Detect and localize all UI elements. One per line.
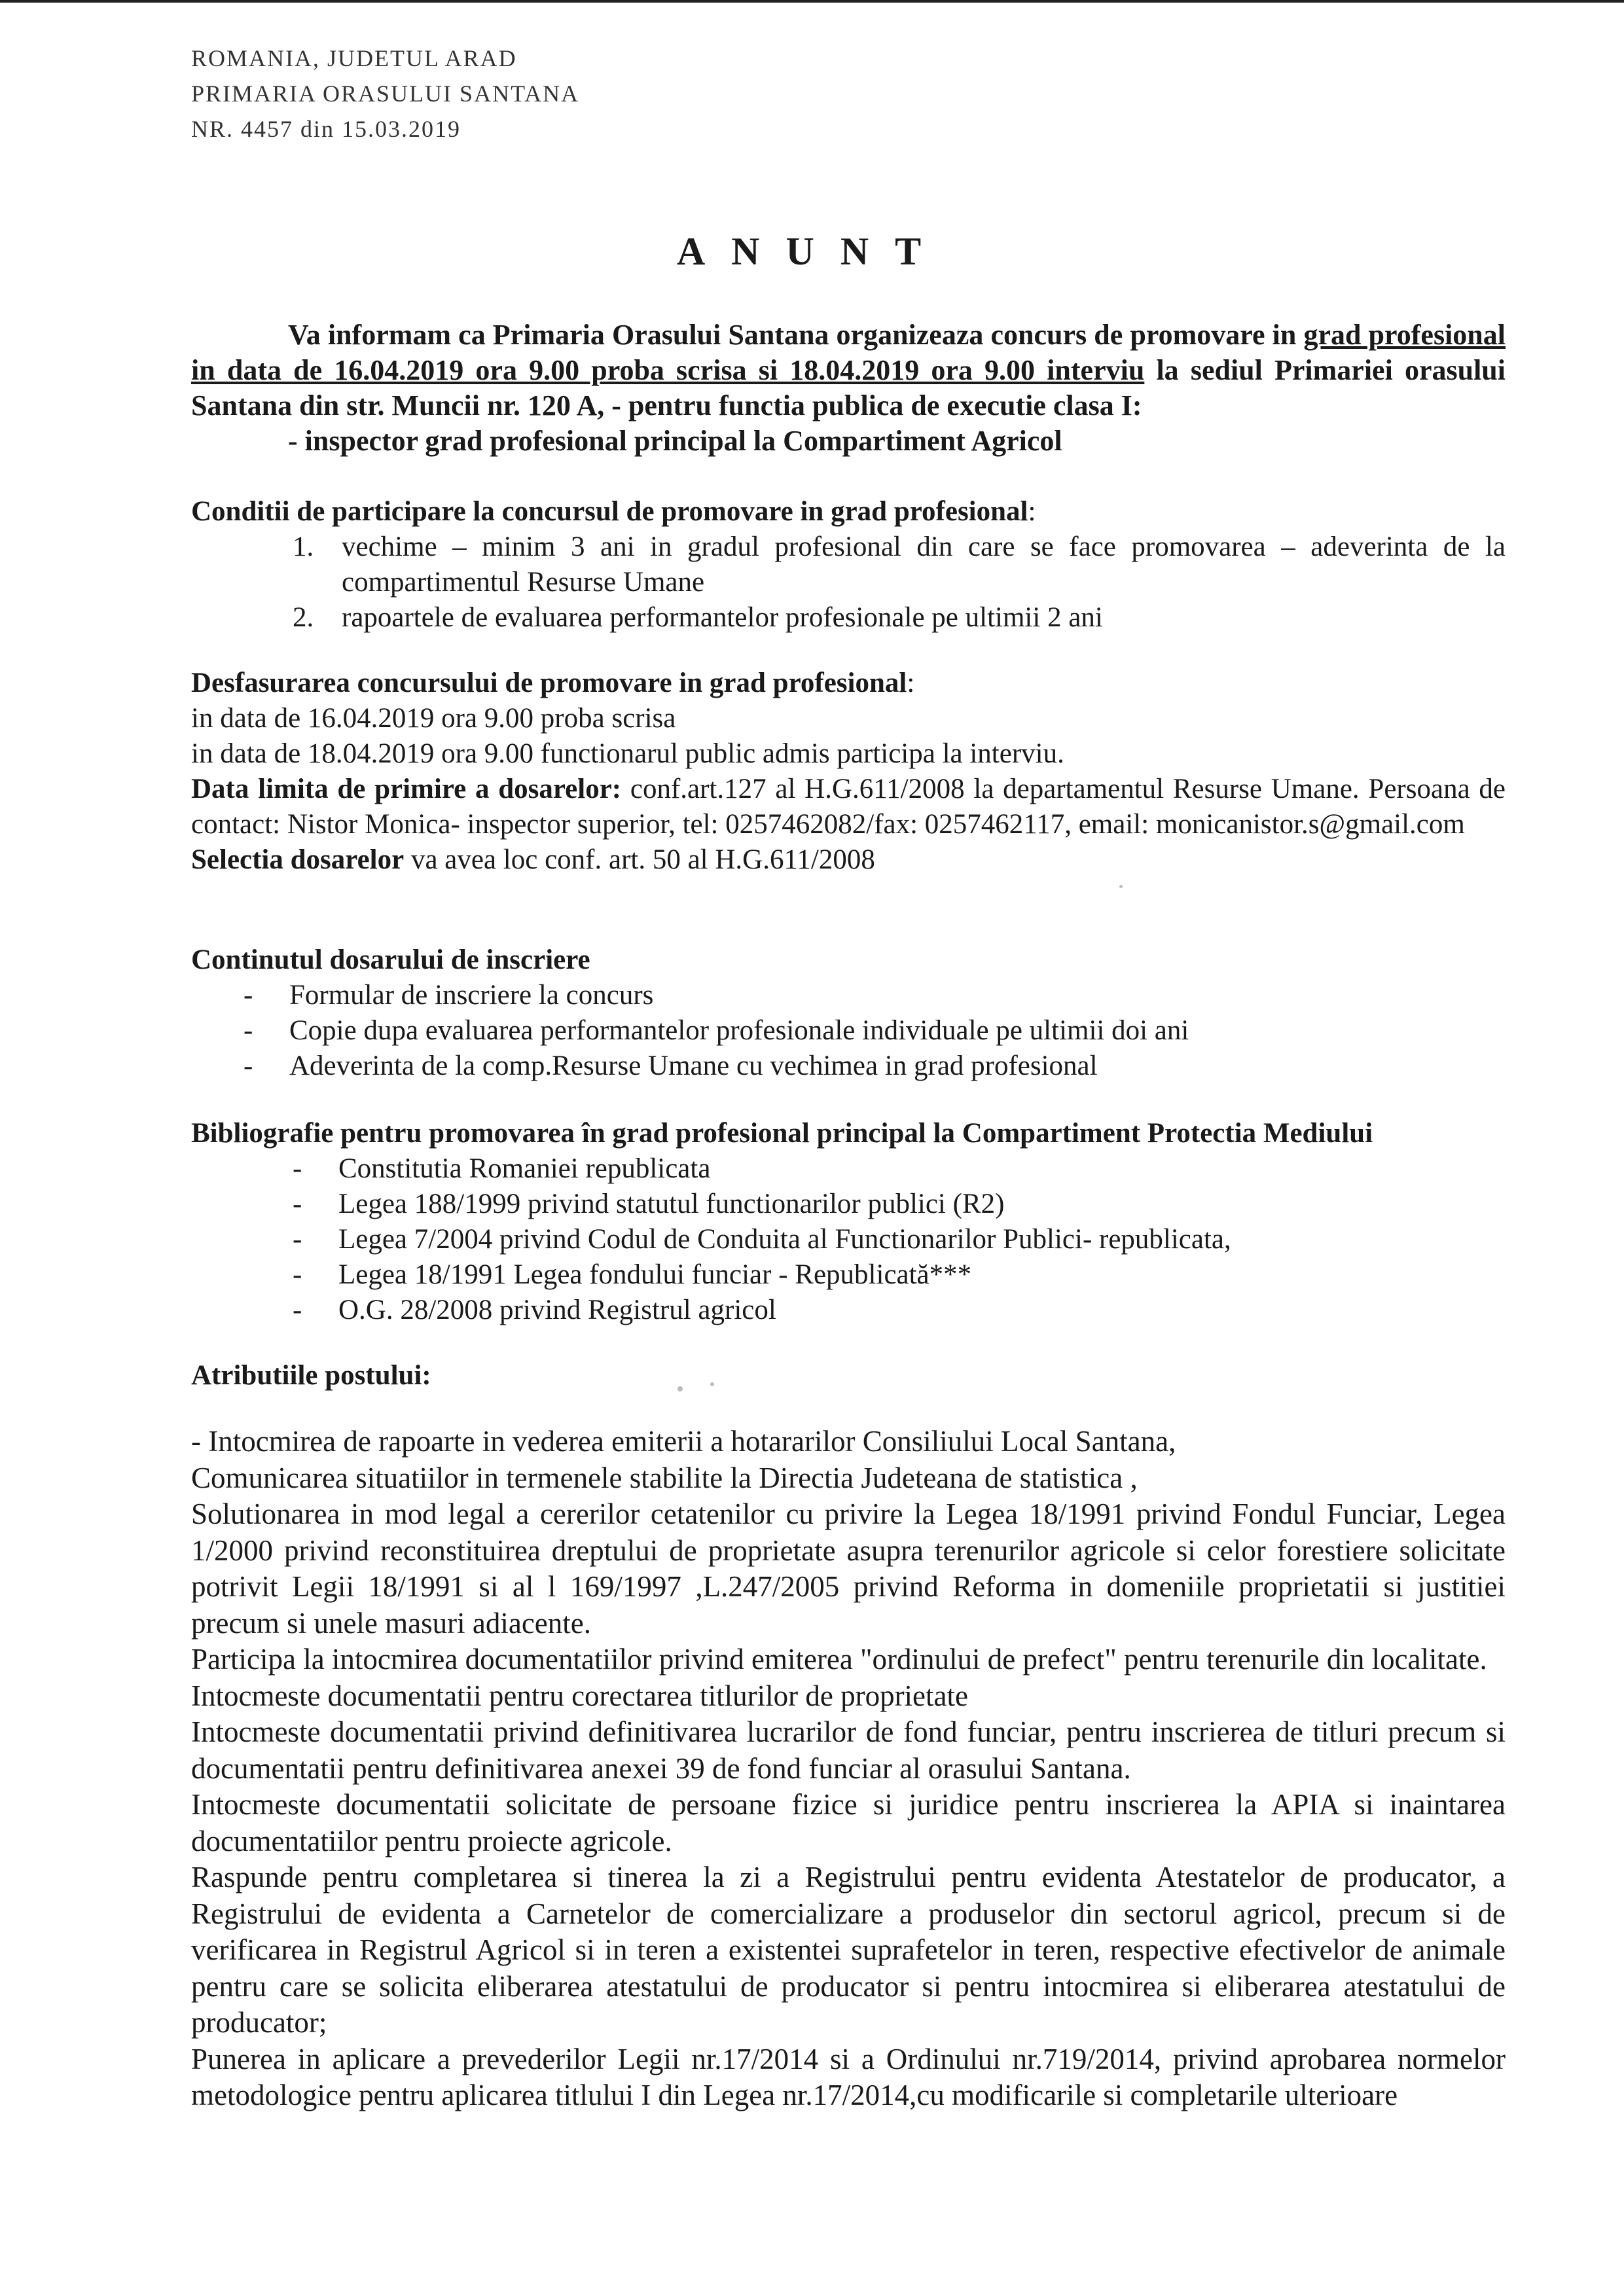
schedule-written-exam: in data de 16.04.2019 ora 9.00 proba scrisa bbox=[191, 703, 676, 734]
list-item: 1. vechime – minim 3 ani in gradul profesional din care se face promovarea – adeverinta de la compartimentul Resurse Umane bbox=[293, 531, 1506, 598]
duty-paragraph: Solutionarea in mod legal a cererilor cetatenilor cu privire la Legea 18/1991 privind Fondul Funciar, Legea 1/2000 privind reconstituirea dreptului de proprietate asupra terenurilor agricole si celor forestiere solicitate potrivit Legii 18/1991 si al l 169/1997 ,L.247/2005 privind Reforma in domeniile proprietatii si justitiei precum si unele masuri adiacente. bbox=[191, 1498, 1506, 1640]
list-item: 2. rapoartele de evaluarea performantelor profesionale pe ultimii 2 ani bbox=[293, 602, 1103, 633]
list-item: - Copie dupa evaluarea performantelor profesionale individuale pe ultimii doi ani bbox=[244, 1015, 1189, 1046]
intro-paragraph bbox=[191, 317, 1506, 459]
page-top-border bbox=[0, 0, 1624, 3]
header-country-county: ROMANIA, JUDETUL ARAD bbox=[191, 45, 517, 71]
header-institution: PRIMARIA ORASULUI SANTANA bbox=[191, 81, 580, 107]
document-title: ANUNT bbox=[676, 230, 948, 273]
duty-paragraph: Intocmeste documentatii solicitate de persoane fizice si juridice pentru inscrierea la APIA si inaintarea documentatiilor pentru proiecte agricole. bbox=[191, 1788, 1506, 1857]
intro-text-start: Va informam ca Primaria Orasului Santana organizeaza concurs de promovare in bbox=[288, 319, 1297, 351]
duty-paragraph: Participa la intocmirea documentatiilor privind emiterea "ordinului de prefect" pentru terenurile din localitate. bbox=[191, 1643, 1487, 1676]
duty-paragraph: - Intocmirea de rapoarte in vederea emiterii a hotararilor Consiliului Local Santana, bbox=[191, 1425, 1176, 1458]
dossier-section bbox=[191, 942, 1506, 1084]
conditions-title: Conditii de participare la concursul de promovare in grad profesional: bbox=[191, 496, 1036, 527]
intro-underlined-dates: grad profesional in data de 16.04.2019 ora 9.00 proba scrisa si 18.04.2019 ora 9.00 interviu bbox=[191, 319, 1506, 386]
scan-speck bbox=[677, 1386, 683, 1391]
duty-paragraph: Intocmeste documentatii pentru corectarea titlurilor de proprietate bbox=[191, 1679, 968, 1712]
duties-section bbox=[191, 1424, 1506, 2114]
list-item: - Legea 7/2004 privind Codul de Conduita al Functionarilor Publici- republicata, bbox=[293, 1224, 1231, 1255]
duty-paragraph: Intocmeste documentatii privind definitivarea lucrarilor de fond funciar, pentru inscrierea de titluri precum si documentatii pentru definitivarea anexei 39 de fond funciar al orasului Santana. bbox=[191, 1715, 1506, 1785]
duty-paragraph: Raspunde pentru completarea si tinerea la zi a Registrului pentru evidenta Atestatelor de producator, a Registrului de evidenta a Carnetelor de comercializare a produselor din sectorul agricol, precum si de verificarea in Registrul Agricol si in teren a existentei suprafetelor in teren, respective efectivelor de animale pentru care se solicita eliberarea atestatului de producator si pentru intocmirea si eliberarea atestatului de producator; bbox=[191, 1861, 1506, 2039]
bibliography-section bbox=[191, 1116, 1506, 1328]
selection-paragraph: Selectia dosarelor va avea loc conf. art. 50 al H.G.611/2008 bbox=[191, 844, 875, 875]
duty-paragraph: Comunicarea situatiilor in termenele stabilite la Directia Judeteana de statistica , bbox=[191, 1461, 1138, 1494]
scan-speck bbox=[710, 1382, 714, 1386]
bibliography-title: Bibliografie pentru promovarea în grad profesional principal la Compartiment Protectia Mediului bbox=[191, 1118, 1373, 1149]
dossier-list bbox=[191, 978, 1506, 1084]
duties-title-block bbox=[191, 1358, 1506, 1393]
schedule-title: Desfasurarea concursului de promovare in grad profesional: bbox=[191, 668, 915, 698]
list-item: - O.G. 28/2008 privind Registrul agricol bbox=[293, 1295, 776, 1325]
schedule-interview: in data de 18.04.2019 ora 9.00 functionarul public admis participa la interviu. bbox=[191, 738, 1064, 769]
duties-title: Atributiile postului: bbox=[191, 1360, 431, 1391]
list-item: - Constitutia Romaniei republicata bbox=[293, 1153, 711, 1184]
list-item: - Legea 188/1999 privind statutul functionarilor publici (R2) bbox=[293, 1189, 1005, 1219]
dossier-title: Continutul dosarului de inscriere bbox=[191, 944, 590, 975]
header-registration-number: NR. 4457 din 15.03.2019 bbox=[191, 116, 461, 142]
document-header bbox=[191, 41, 579, 147]
duty-paragraph: Punerea in aplicare a prevederilor Legii nr.17/2014 si a Ordinului nr.719/2014, privind aprobarea normelor metodologice pentru aplicarea titlului I din Legea nr.17/2014,cu modificarile si completarile ulterioare bbox=[191, 2042, 1506, 2111]
conditions-list bbox=[191, 529, 1506, 636]
conditions-section bbox=[191, 494, 1506, 636]
schedule-section bbox=[191, 666, 1506, 878]
scan-speck bbox=[1119, 885, 1123, 888]
intro-text-end: la sediul Primariei orasului Santana din str. Muncii nr. 120 A, - pentru functia publica de executie clasa I: bbox=[191, 354, 1506, 422]
intro-position-item: - inspector grad profesional principal la Compartiment Agricol bbox=[288, 425, 1062, 457]
list-item: - Adeverinta de la comp.Resurse Umane cu vechimea in grad profesional bbox=[244, 1050, 1098, 1081]
deadline-paragraph: Data limita de primire a dosarelor: conf.art.127 al H.G.611/2008 la departamentul Resurse Umane. Persoana de contact: Nistor Monica- inspector superior, tel: 0257462082/fax: 0257462117, email: monicanistor.s@gmail.com bbox=[191, 774, 1506, 840]
list-item: - Legea 18/1991 Legea fondului funciar - Republicată*** bbox=[293, 1259, 972, 1290]
list-item: - Formular de inscriere la concurs bbox=[244, 980, 654, 1011]
bibliography-list bbox=[191, 1151, 1506, 1328]
